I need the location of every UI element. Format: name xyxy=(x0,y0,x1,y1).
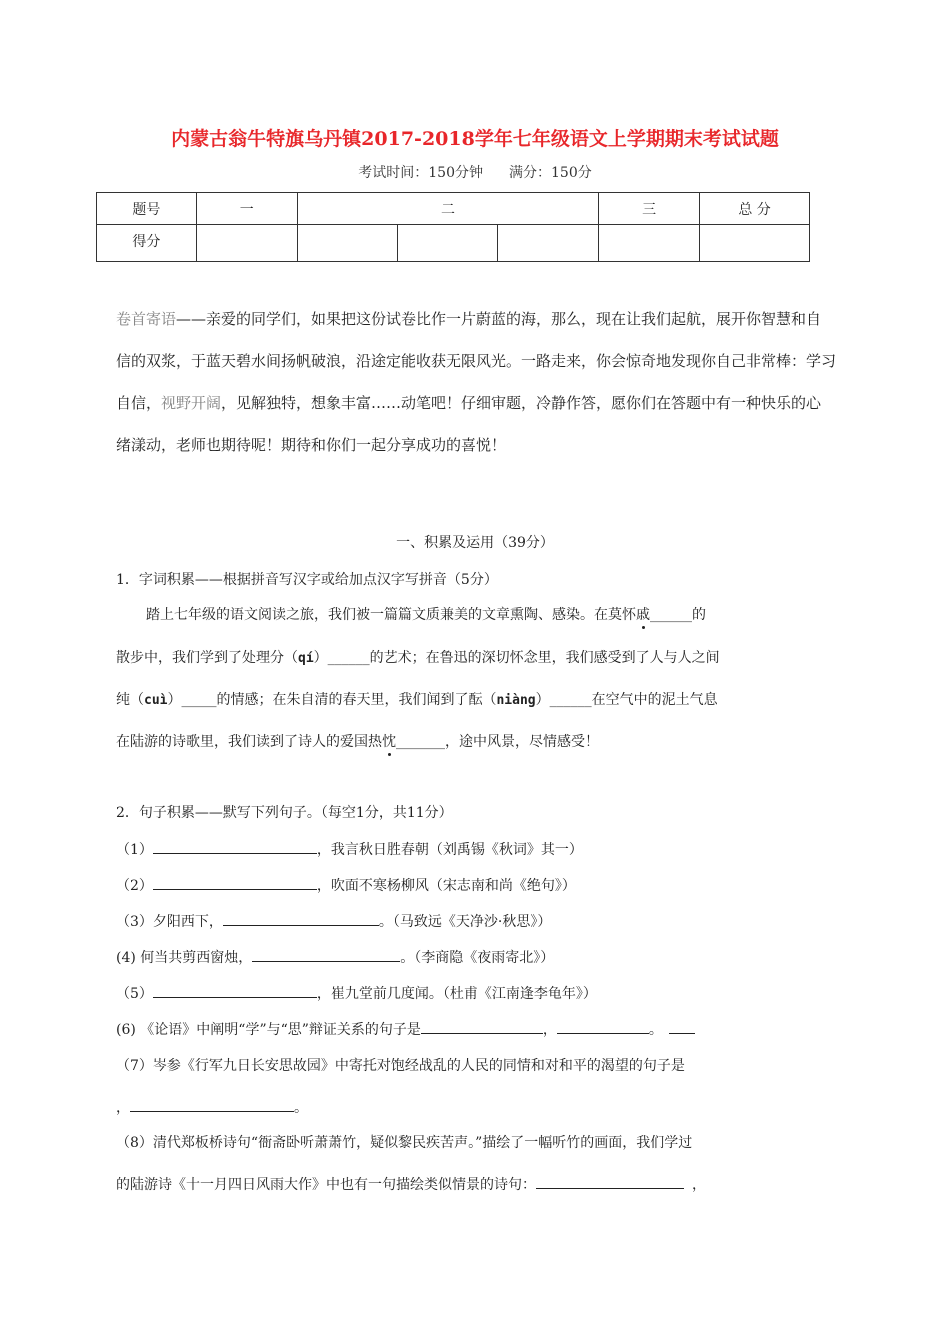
q2-text: 。（马致远《天净沙·秋思》） xyxy=(378,914,552,930)
q2-item-6 xyxy=(116,1019,695,1039)
answer-blank[interactable] xyxy=(153,839,317,854)
preface-lead: 卷首寄语 xyxy=(116,310,177,328)
q1-line-4 xyxy=(116,731,599,751)
q1-text: 的 xyxy=(692,607,706,623)
header-cell-section2: 二 xyxy=(297,193,599,225)
q1-line-3 xyxy=(116,689,718,709)
q1-blank[interactable]: ______ xyxy=(650,607,692,623)
score-label: 得分 xyxy=(97,225,197,262)
q2-text: ， xyxy=(692,1177,706,1193)
header-cell-total: 总 分 xyxy=(700,193,810,225)
pinyin: niàng xyxy=(496,693,536,708)
q2-text: （1） xyxy=(116,842,153,858)
q2-text: （8）清代郑板桥诗句“衙斋卧听萧萧竹，疑似黎民疾苦声。”描绘了一幅听竹的画面，我们学过 xyxy=(116,1135,693,1151)
q2-item-7-cont xyxy=(116,1097,308,1117)
section1-heading: 一、积累及运用（39分） xyxy=(396,535,554,551)
answer-blank[interactable] xyxy=(223,911,379,926)
answer-blank[interactable] xyxy=(153,875,317,890)
score-cell[interactable] xyxy=(196,225,297,262)
preface-paragraph xyxy=(116,298,836,466)
q2-item-8 xyxy=(116,1132,692,1152)
q2-item-4 xyxy=(116,947,554,967)
q2-item-1 xyxy=(116,839,583,859)
header-cell-section3: 三 xyxy=(599,193,700,225)
q2-item-7 xyxy=(116,1055,685,1075)
q2-text: 。 xyxy=(648,1022,663,1038)
q2-text: 的陆游诗《十一月四日风雨大作》中也有一句描绘类似情景的诗句： xyxy=(116,1177,536,1193)
exam-title: 内蒙古翁牛特旗乌丹镇2017-2018学年七年级语文上学期期末考试试题 xyxy=(171,128,779,150)
q1-text: _______，途中风景，尽情感受！ xyxy=(396,734,599,750)
answer-blank[interactable] xyxy=(536,1174,684,1189)
score-table xyxy=(96,192,810,262)
q2-text: （2） xyxy=(116,878,153,894)
answer-blank[interactable] xyxy=(669,1019,695,1034)
q2-text: ，我言秋日胜春朝（刘禹锡《秋词》其一） xyxy=(316,842,583,858)
q1-text: ）_____的情感；在朱自清的春天里，我们闻到了酝（ xyxy=(167,692,497,708)
q2-text: ， xyxy=(542,1022,557,1038)
q1-title: 1．字词积累——根据拼音写汉字或给加点汉字写拼音（5分） xyxy=(116,572,498,588)
q1-text: 纯（ xyxy=(116,692,144,708)
preface-text-1: ——亲爱的同学们，如果把这份试卷比作一片蔚蓝的海，那么，现在让我们起航，展开你智慧和自信的双浆，于蓝天碧水间扬帆破浪，沿途定能收获无限风光。一路走来，你会惊奇地发现你自己非常棒：学习自信， xyxy=(116,310,837,412)
q2-item-2 xyxy=(116,875,576,895)
exam-info xyxy=(0,162,950,182)
preface-text-2: ，见解独特，想象丰富……动笔吧！仔细审题，冷静作答，愿你们在答题中有一种快乐的心绪漾动，老师也期待呢！期待和你们一起分享成功的喜悦！ xyxy=(116,394,822,454)
q2-title: 2．句子积累——默写下列句子。（每空1分，共11分） xyxy=(116,805,453,821)
answer-blank[interactable] xyxy=(153,983,317,998)
q1-text: ）______的艺术；在鲁迅的深切怀念里，我们感受到了人与人之间 xyxy=(313,650,720,666)
q2-item-8-cont xyxy=(116,1174,706,1194)
score-cell[interactable] xyxy=(498,225,599,262)
score-cell[interactable] xyxy=(397,225,498,262)
full-score: 满分：150分 xyxy=(509,165,592,181)
q2-text: (4) 何当共剪西窗烛， xyxy=(116,950,253,966)
score-cell[interactable] xyxy=(297,225,397,262)
header-cell-section1: 一 xyxy=(196,193,297,225)
q1-text: 散步中，我们学到了处理分（ xyxy=(116,650,298,666)
score-cell[interactable] xyxy=(700,225,810,262)
exam-time: 考试时间：150分钟 xyxy=(358,165,483,181)
q2-text: ，崔九堂前几度闻。（杜甫《江南逢李龟年》） xyxy=(316,986,597,1002)
score-cell[interactable] xyxy=(599,225,700,262)
answer-blank[interactable] xyxy=(421,1019,543,1034)
pinyin: qí xyxy=(298,651,314,666)
q2-text: （3）夕阳西下， xyxy=(116,914,223,930)
q2-text: 。（李商隐《夜雨寄北》） xyxy=(400,950,555,966)
q2-text: (6) 《论语》中阐明“学”与“思”辩证关系的句子是 xyxy=(116,1022,421,1038)
score-table-header-row xyxy=(97,193,810,225)
q2-item-5 xyxy=(116,983,597,1003)
q2-text: 。 xyxy=(294,1100,308,1116)
q2-text: ， xyxy=(116,1100,130,1116)
pinyin: cuì xyxy=(144,693,168,708)
q1-text: ）______在空气中的泥土气息 xyxy=(535,692,718,708)
score-table-score-row xyxy=(97,225,810,262)
answer-blank[interactable] xyxy=(130,1097,294,1112)
q2-text: （5） xyxy=(116,986,153,1002)
header-cell-question: 题号 xyxy=(97,193,197,225)
q1-line-1 xyxy=(146,604,836,624)
answer-blank[interactable] xyxy=(557,1019,649,1034)
dotted-char: 戚 xyxy=(636,604,650,624)
preface-gray-text: 视野开阔 xyxy=(161,394,222,412)
q1-text: 在陆游的诗歌里，我们读到了诗人的爱国热 xyxy=(116,734,382,750)
dotted-char: 忱 xyxy=(382,731,396,751)
answer-blank[interactable] xyxy=(252,947,400,962)
q1-line-2 xyxy=(116,647,720,667)
q2-text: （7）岑参《行军九日长安思故园》中寄托对饱经战乱的人民的同情和对和平的渴望的句子是 xyxy=(116,1058,685,1074)
q2-text: ，吹面不寒杨柳风（宋志南和尚《绝句》） xyxy=(316,878,576,894)
q2-item-3 xyxy=(116,911,551,931)
q1-text: 踏上七年级的语文阅读之旅，我们被一篇篇文质兼美的文章熏陶、感染。在莫怀 xyxy=(146,607,636,623)
